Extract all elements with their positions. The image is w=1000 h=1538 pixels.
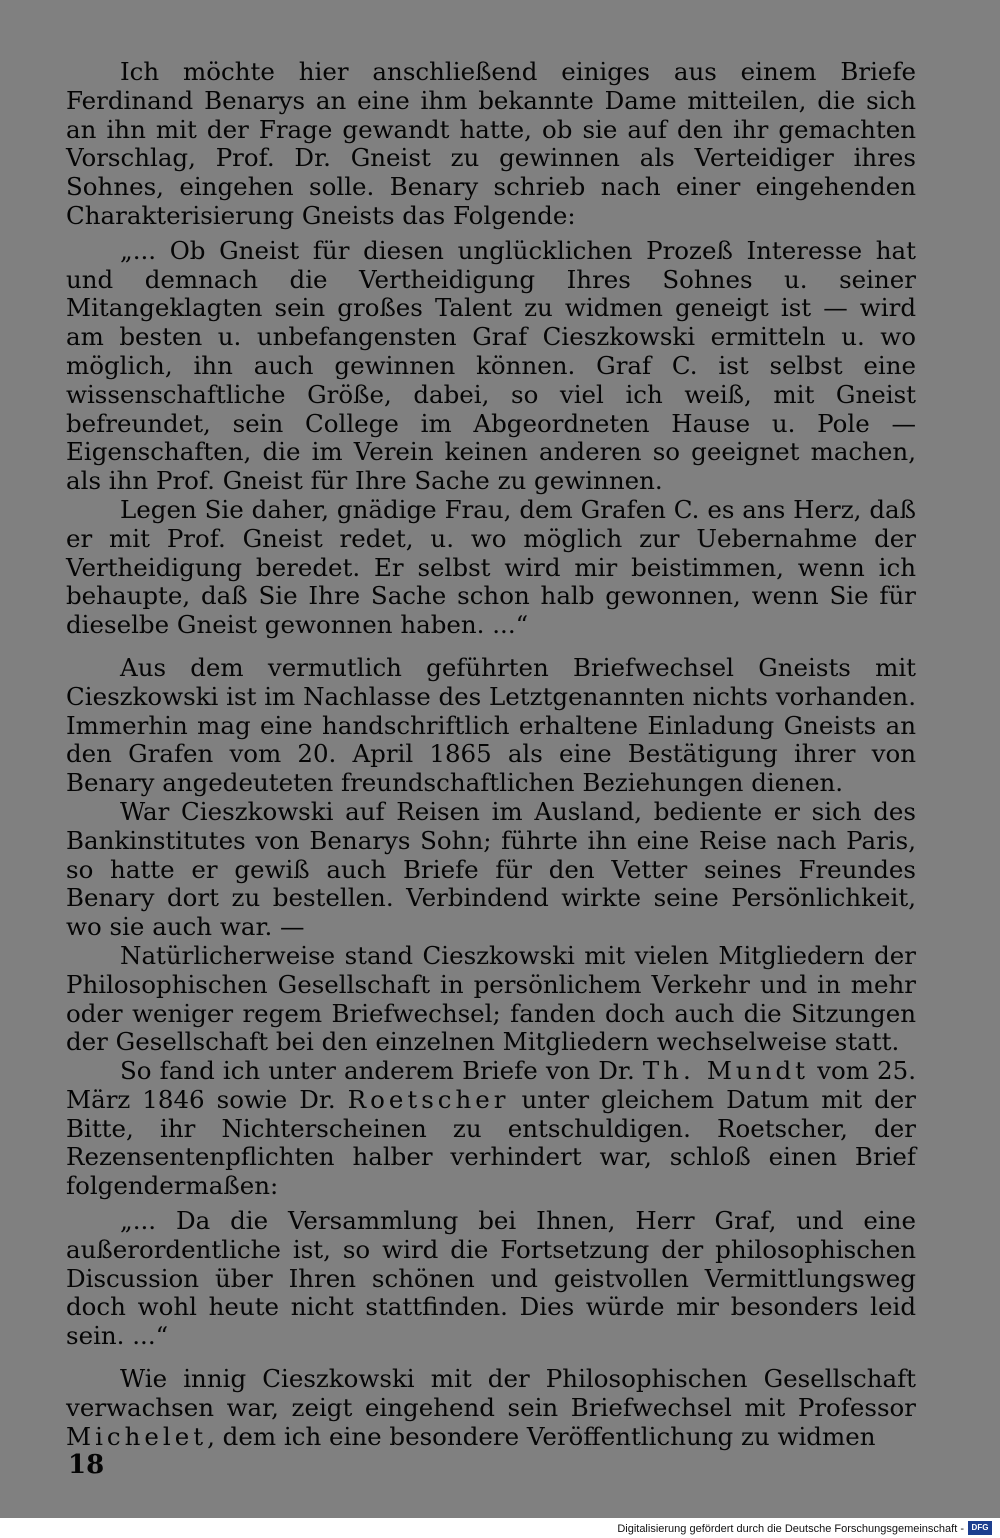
person-name-mundt: Th. Mundt xyxy=(642,1056,810,1086)
page-number: 18 xyxy=(68,1450,105,1480)
paragraph-6-text-2: , dem ich eine besondere Veröffentlichung zu widmen xyxy=(207,1421,876,1451)
quote-paragraph-3: „... Da die Versammlung bei Ihnen, Herr Graf, und eine außerordentliche ist, so wird die Fortsetzung der philosophischen Discussion über Ihren schönen und geistvollen Vermittlungsweg doch wohl heute nicht stattfinden. Dies würde mir besonders leid sein. ...“ xyxy=(66,1206,916,1351)
quote-paragraph-2: Legen Sie daher, gnädige Frau, dem Grafen C. es ans Herz, daß er mit Prof. Gneist redet, u. wo möglich zur Uebernahme der Vertheidigung beredet. Er selbst wird mir beistimmen, wenn ich behaupte, daß Sie Ihre Sache schon halb gewonnen, wenn Sie für dieselbe Gneist gewonnen haben. ...“ xyxy=(66,494,916,640)
footer-credit: Digitalisierung gefördert durch die Deutsche Forschungsgemeinschaft - xyxy=(617,1523,964,1535)
dfg-logo-icon: DFG xyxy=(968,1521,992,1535)
paragraph-3: War Cieszkowski auf Reisen im Ausland, bediente er sich des Bankinstitutes von Benarys Sohn; führte ihn eine Reise nach Paris, so hatte er gewiß auch Briefe für den Vetter seines Freundes Benary dort zu bestellen. Verbindend wirkte seine Persönlichkeit, wo sie auch war. — xyxy=(66,796,916,942)
paragraph-5 xyxy=(66,1057,916,1201)
person-name-roetscher: Roetscher xyxy=(347,1084,510,1114)
paragraph-6-text-1: Wie innig Cieszkowski mit der Philosophischen Gesellschaft verwachsen war, zeigt eingehend sein Briefwechsel mit Professor xyxy=(66,1364,916,1422)
paragraph-2: Aus dem vermutlich geführten Briefwechsel Gneists mit Cieszkowski ist im Nachlasse des Letztgenannten nichts vorhanden. Immerhin mag eine handschriftlich erhaltene Einladung Gneists an den Grafen vom 20. April 1865 als eine Bestätigung ihrer von Benary angedeuteten freundschaftlichen Beziehungen dienen. xyxy=(66,652,916,798)
paragraph-6 xyxy=(66,1365,916,1451)
paragraph-5-text-1: So fand ich unter anderem Briefe von Dr. xyxy=(120,1056,643,1086)
paragraph-1: Ich möchte hier anschließend einiges aus einem Briefe Ferdinand Benarys an eine ihm bekannte Dame mitteilen, die sich an ihn mit der Frage gewandt hatte, ob sie auf den ihr gemachten Vorschlag, Prof. Dr. Gneist zu gewinnen als Verteidiger ihres Sohnes, eingehen solle. Benary schrieb nach einer eingehenden Charakterisierung Gneists das Folgende: xyxy=(66,57,916,230)
paragraph-4: Natürlicherweise stand Cieszkowski mit vielen Mitgliedern der Philosophischen Gesellschaft in persönlichem Verkehr und in mehr oder weniger regem Briefwechsel; fanden doch auch die Sitzungen der Gesellschaft bei den einzelnen Mitgliedern wechselweise statt. xyxy=(66,940,916,1057)
footer-bar xyxy=(0,1518,1000,1538)
person-name-michelet: Michelet xyxy=(66,1421,208,1451)
body-text xyxy=(66,58,916,1451)
paragraph-5-text-2: vom 25. März 1846 sowie Dr. xyxy=(66,1056,917,1114)
quote-paragraph-1: „... Ob Gneist für diesen unglücklichen Prozeß Interesse hat und demnach die Vertheidigung Ihres Sohnes u. seiner Mitangeklagten sein großes Talent zu widmen geneigt ist — wird am besten u. unbefangensten Graf Cieszkowski ermitteln u. wo möglich, ihn auch gewinnen können. Graf C. ist selbst eine wissenschaftliche Größe, dabei, so viel ich weiß, mit Gneist befreundet, sein College im Abgeordneten Hause u. Pole — Eigenschaften, die im Verein keinen anderen so geeignet machen, als ihn Prof. Gneist für Ihre Sache zu gewinnen. xyxy=(66,235,916,496)
paragraph-5-text-3: unter gleichem Datum mit der Bitte, ihr Nichterscheinen zu entschuldigen. Roetscher, der Rezensentenpflichten halber verhindert war, schloß einen Brief folgendermaßen: xyxy=(66,1084,916,1201)
